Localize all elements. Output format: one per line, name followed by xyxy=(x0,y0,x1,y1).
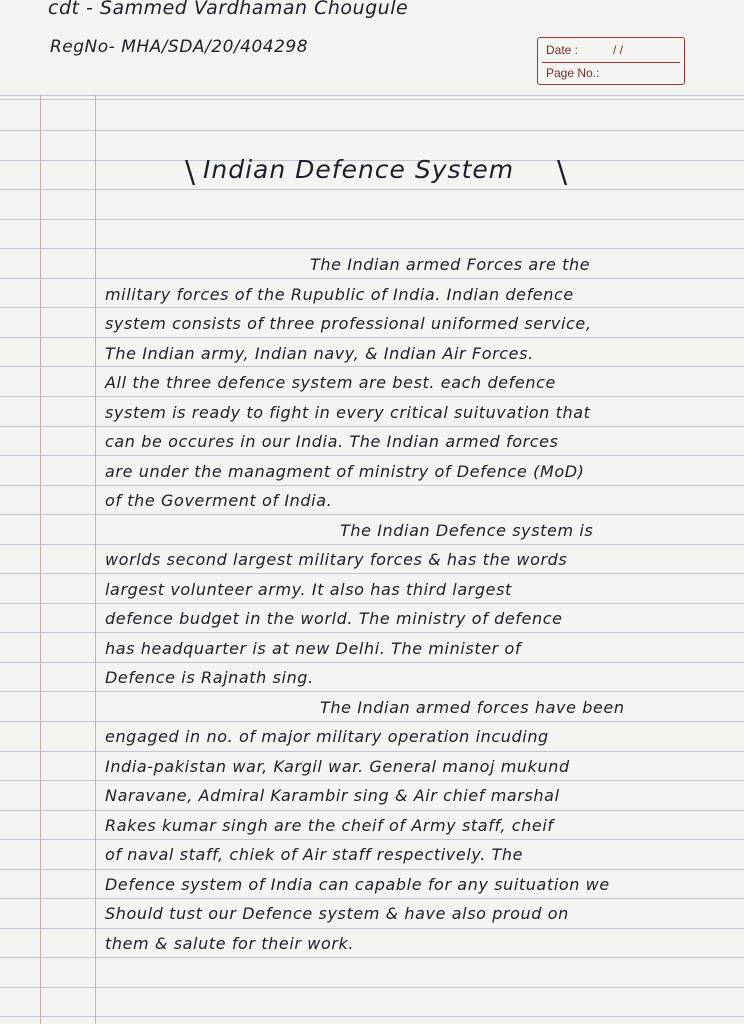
essay-line: system consists of three professional uniformed service, xyxy=(105,314,592,333)
ruled-line xyxy=(0,99,744,100)
essay-line: of naval staff, chiek of Air staff respectively. The xyxy=(105,845,524,864)
ruled-line xyxy=(0,751,744,752)
ruled-line xyxy=(0,869,744,870)
essay-line: The Indian armed Forces are the xyxy=(310,255,591,274)
ruled-line xyxy=(0,278,744,279)
ruled-line xyxy=(0,426,744,427)
essay-line: defence budget in the world. The ministry of defence xyxy=(105,609,563,628)
essay-line: Rakes kumar singh are the cheif of Army staff, cheif xyxy=(105,816,554,835)
ruled-line xyxy=(0,603,744,604)
essay-line: are under the managment of ministry of Defence (MoD) xyxy=(105,462,585,481)
ruled-line xyxy=(0,396,744,397)
margin-line-left xyxy=(40,95,41,1024)
ruled-line xyxy=(0,810,744,811)
essay-line: of the Goverment of India. xyxy=(105,491,333,510)
essay-line: The Indian armed forces have been xyxy=(320,698,625,717)
essay-line: The Indian Defence system is xyxy=(340,521,594,540)
essay-line: Naravane, Admiral Karambir sing & Air chief marshal xyxy=(105,786,560,805)
essay-line: them & salute for their work. xyxy=(105,934,355,953)
essay-title: Indian Defence System xyxy=(203,155,515,184)
essay-line: has headquarter is at new Delhi. The minister of xyxy=(105,639,522,658)
ruled-line xyxy=(0,632,744,633)
essay-line: military forces of the Rupublic of India. Indian defence xyxy=(105,285,574,304)
ruled-line xyxy=(0,544,744,545)
ruled-line xyxy=(0,307,744,308)
essay-line: largest volunteer army. It also has third largest xyxy=(105,580,512,599)
ruled-line xyxy=(0,455,744,456)
ruled-line xyxy=(0,957,744,958)
essay-line: India-pakistan war, Kargil war. General manoj mukund xyxy=(105,757,570,776)
title-left-bracket: \ xyxy=(185,155,196,190)
ruled-line xyxy=(0,721,744,722)
ruled-line xyxy=(0,780,744,781)
essay-line: worlds second largest military forces & has the words xyxy=(105,550,568,569)
date-value: / / xyxy=(613,43,624,57)
title-right-bracket: \ xyxy=(557,155,568,190)
essay-line: can be occures in our India. The Indian armed forces xyxy=(105,432,559,451)
essay-line: Defence system of India can capable for any suituation we xyxy=(105,875,610,894)
essay-title-block xyxy=(185,155,575,195)
margin-line-right xyxy=(95,95,96,1024)
cadet-name-line: cdt - Sammed Vardhaman Chougule xyxy=(48,0,409,19)
page-number-label: Page No.: xyxy=(546,66,600,80)
ruled-line xyxy=(0,691,744,692)
essay-line: The Indian army, Indian navy, & Indian Air Forces. xyxy=(105,344,534,363)
ruled-line xyxy=(0,987,744,988)
date-label: Date : xyxy=(546,43,579,57)
ruled-line xyxy=(0,839,744,840)
date-box xyxy=(537,37,685,85)
ruled-line xyxy=(0,928,744,929)
ruled-line xyxy=(0,248,744,249)
ruled-line xyxy=(0,337,744,338)
ruled-line xyxy=(0,662,744,663)
ruled-line xyxy=(0,514,744,515)
registration-number-line: RegNo- MHA/SDA/20/404298 xyxy=(50,37,309,57)
ruled-line xyxy=(0,219,744,220)
ruled-line xyxy=(0,898,744,899)
ruled-line xyxy=(0,130,744,131)
date-box-divider xyxy=(542,62,680,63)
ruled-line xyxy=(0,1016,744,1017)
ruled-line xyxy=(0,485,744,486)
essay-line: Should tust our Defence system & have also proud on xyxy=(105,904,569,923)
essay-line: system is ready to fight in every critical suituvation that xyxy=(105,403,591,422)
ruled-line xyxy=(0,95,744,96)
essay-line: All the three defence system are best. each defence xyxy=(105,373,556,392)
essay-line: engaged in no. of major military operation incuding xyxy=(105,727,549,746)
essay-line: Defence is Rajnath sing. xyxy=(105,668,314,687)
ruled-line xyxy=(0,573,744,574)
ruled-line xyxy=(0,366,744,367)
